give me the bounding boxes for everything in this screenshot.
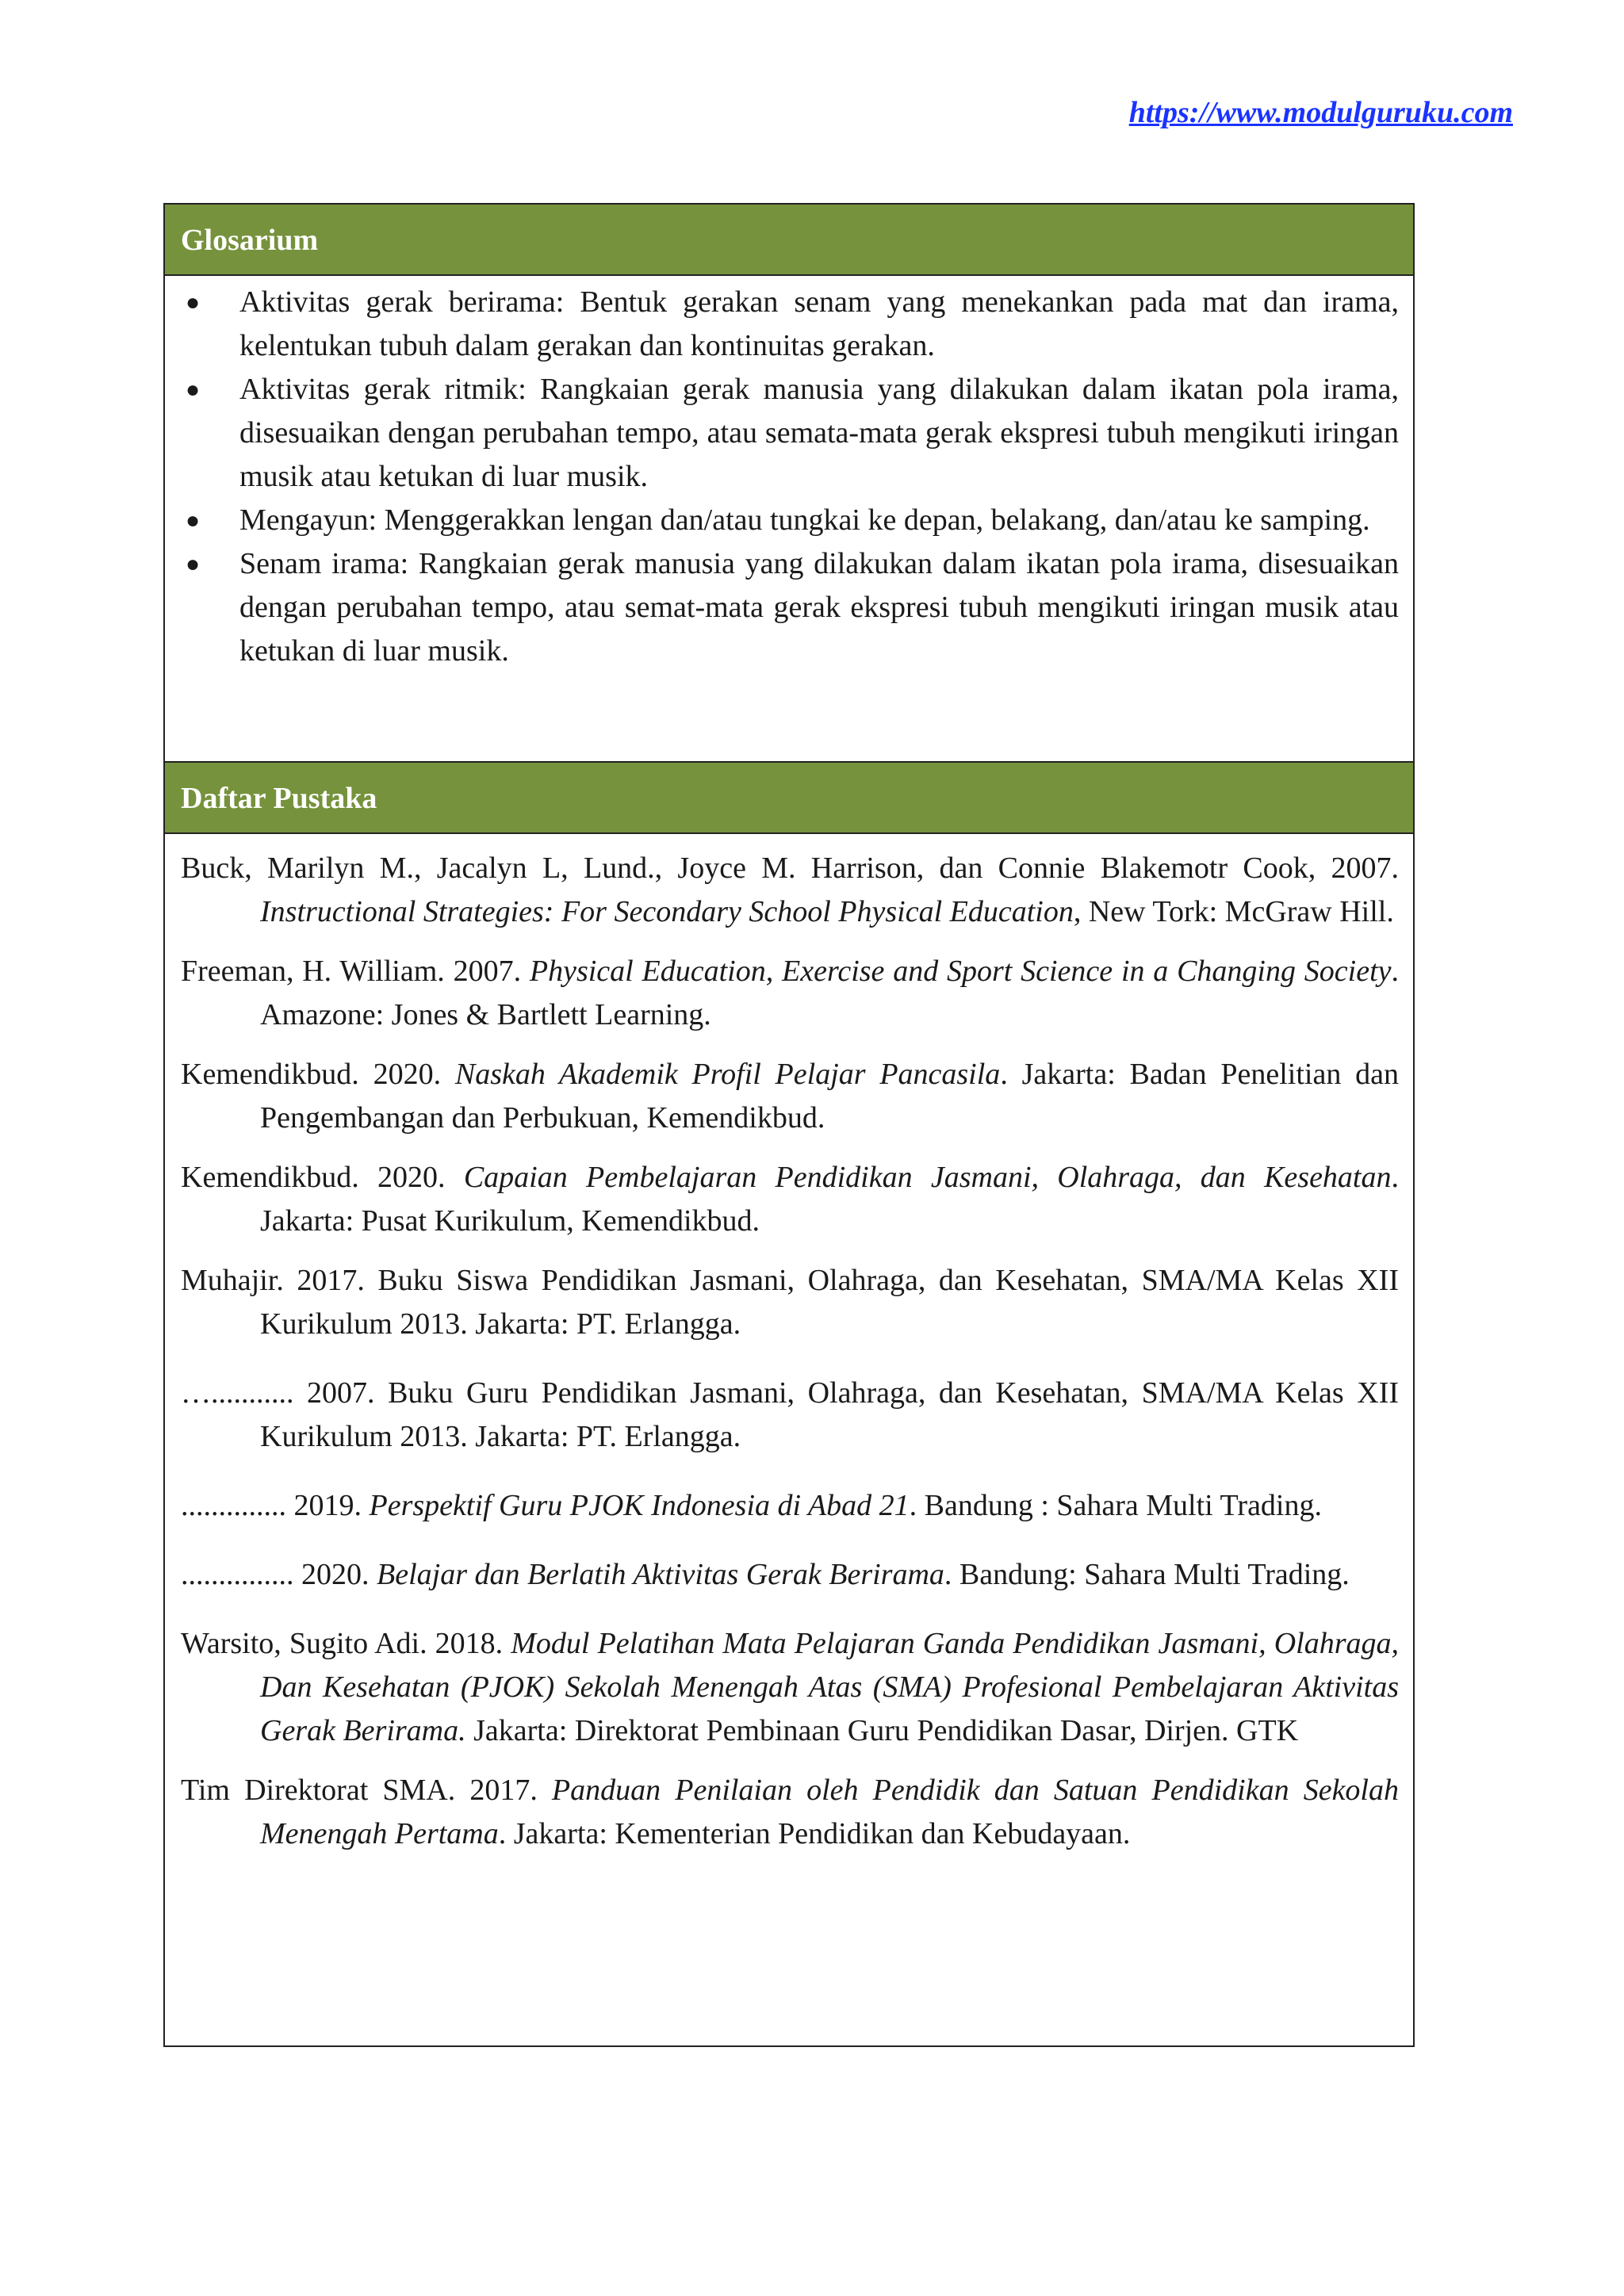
reference-author-year: Tim Direktorat SMA. 2017.: [181, 1774, 552, 1807]
reference-title: Perspektif Guru PJOK Indonesia di Abad 21: [369, 1489, 910, 1522]
daftar-pustaka-section: [163, 761, 1415, 2047]
bullet-icon: ●: [186, 289, 201, 316]
reference-item: [181, 1484, 1399, 1528]
reference-title: Physical Education, Exercise and Sport Science in a Changing Society: [529, 955, 1392, 988]
reference-publisher: . Jakarta: Pusat Kurikulum, Kemendikbud.: [260, 1161, 1399, 1238]
reference-author-year: .............. 2019.: [181, 1489, 370, 1522]
reference-item: [181, 847, 1399, 934]
header-url-link[interactable]: https://www.modulguruku.com: [1128, 96, 1513, 129]
reference-publisher: . Jakarta: Badan Penelitian dan Pengembangan dan Perbukuan, Kemendikbud.: [260, 1058, 1399, 1135]
reference-item: [181, 950, 1399, 1037]
glosarium-item: [165, 499, 1399, 542]
reference-item: [181, 1259, 1399, 1346]
reference-publisher: . Bandung : Sahara Multi Trading.: [909, 1489, 1322, 1522]
daftar-pustaka-title: Daftar Pustaka: [165, 763, 1413, 834]
glosarium-item: [165, 368, 1399, 499]
reference-title: Capaian Pembelajaran Pendidikan Jasmani, Olahraga, dan Kesehatan: [463, 1161, 1392, 1194]
reference-author-year: ............... 2020.: [181, 1558, 377, 1591]
reference-item: [181, 1372, 1399, 1459]
reference-item: [181, 1053, 1399, 1140]
bullet-icon: ●: [186, 507, 201, 534]
reference-publisher: , New Tork: McGraw Hill.: [1073, 895, 1394, 928]
glosarium-title: Glosarium: [165, 205, 1413, 276]
reference-author-year: Kemendikbud. 2020.: [181, 1161, 464, 1194]
glosarium-item: [165, 281, 1399, 368]
bullet-icon: ●: [186, 377, 201, 403]
glosarium-item: [165, 542, 1399, 673]
bullet-icon: ●: [186, 551, 201, 577]
reference-author-year: Kemendikbud. 2020.: [181, 1058, 455, 1091]
reference-author-year: Warsito, Sugito Adi. 2018.: [181, 1627, 511, 1660]
glosarium-item-text: Senam irama: Rangkaian gerak manusia yang dilakukan dalam ikatan pola irama, disesuaikan dengan perubahan tempo, atau semat-mata gerak ekspresi tubuh mengikuti iringan musik atau ketukan di luar musik.: [239, 547, 1399, 668]
glosarium-item-text: Aktivitas gerak ritmik: Rangkaian gerak manusia yang dilakukan dalam ikatan pola irama, disesuaikan dengan perubahan tempo, atau semata-mata gerak ekspresi tubuh mengikuti iringan musik atau ketukan di luar musik.: [239, 373, 1399, 493]
reference-publisher: . Bandung: Sahara Multi Trading.: [944, 1558, 1350, 1591]
reference-title: Belajar dan Berlatih Aktivitas Gerak Berirama: [377, 1558, 944, 1591]
glosarium-body: [165, 276, 1413, 673]
glosarium-item-text: Aktivitas gerak berirama: Bentuk gerakan senam yang menekankan pada mat dan irama, kelentukan tubuh dalam gerakan dan kontinuitas gerakan.: [239, 285, 1399, 362]
reference-author-year: Freeman, H. William. 2007.: [181, 955, 530, 988]
reference-list: [165, 834, 1413, 1856]
reference-author-year: Buck, Marilyn M., Jacalyn L, Lund., Joyce M. Harrison, dan Connie Blakemotr Cook, 2007.: [181, 851, 1399, 885]
glosarium-section: [163, 203, 1415, 763]
glosarium-list: [165, 281, 1413, 673]
reference-item: [181, 1769, 1399, 1856]
reference-title: Naskah Akademik Profil Pelajar Pancasila: [454, 1058, 1001, 1091]
reference-item: [181, 1156, 1399, 1243]
reference-item: [181, 1622, 1399, 1753]
reference-publisher: . Jakarta: Kementerian Pendidikan dan Kebudayaan.: [498, 1817, 1131, 1850]
glosarium-item-text: Mengayun: Menggerakkan lengan dan/atau tungkai ke depan, belakang, dan/atau ke samping.: [239, 503, 1370, 537]
reference-author-year: Muhajir. 2017. Buku Siswa Pendidikan Jasmani, Olahraga, dan Kesehatan, SMA/MA Kelas XII Kurikulum 2013. Jakarta: PT. Erlangga.: [181, 1264, 1399, 1341]
reference-publisher: Jakarta: Direktorat Pembinaan Guru Pendidikan Dasar, Dirjen. GTK: [465, 1714, 1299, 1747]
reference-title: Modul Pelatihan Mata Pelajaran Ganda Pendidikan Jasmani, Olahraga, Dan Kesehatan (PJOK) Sekolah Menengah Atas (SMA) Profesional Pembelajaran Aktivitas Gerak Berirama.: [260, 1627, 1399, 1747]
reference-title: Instructional Strategies: For Secondary School Physical Education: [260, 895, 1074, 928]
reference-publisher: . Amazone: Jones & Bartlett Learning.: [260, 955, 1399, 1031]
reference-title: Panduan Penilaian oleh Pendidik dan Satuan Pendidikan Sekolah Menengah Pertama: [260, 1774, 1399, 1850]
reference-item: [181, 1553, 1399, 1597]
reference-author-year: …........... 2007. Buku Guru Pendidikan Jasmani, Olahraga, dan Kesehatan, SMA/MA Kelas XII Kurikulum 2013. Jakarta: PT. Erlangga.: [181, 1376, 1399, 1453]
